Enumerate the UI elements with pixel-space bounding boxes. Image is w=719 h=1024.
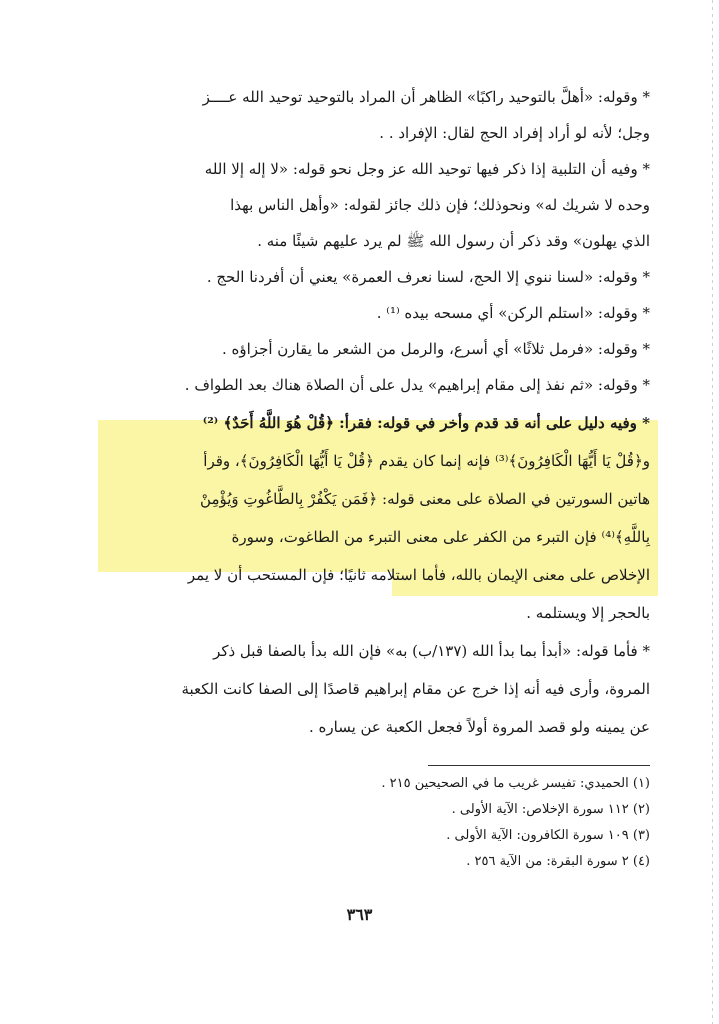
body-line: * وقوله: «أهلَّ بالتوحيد راكبًا» الظاهر أن المراد بالتوحيد توحيد الله عــــز [202,88,650,106]
body-line: * وفيه أن التلبية إذا ذكر فيها توحيد الله عز وجل نحو قوله: «لا إله إلا الله [204,160,650,178]
body-line: وحده لا شريك له» ونحوذلك؛ فإن ذلك جائز لقوله: «وأهل الناس بهذا [230,196,650,214]
body-line: المروة، وأرى فيه أنه إذا خرج عن مقام إبراهيم قاصدًا إلى الصفا كانت الكعبة [181,680,650,698]
footnote: (٢) ١١٢ سورة الإخلاص: الآية الأولى . [451,802,650,817]
footnote: (٣) ١٠٩ سورة الكافرون: الآية الأولى . [446,828,650,843]
body-line: الذي يهلون» وقد ذكر أن رسول الله ﷺ لم يرد عليهم شيئًا منه . [257,232,650,250]
scan-edge [712,0,713,1024]
body-line: * وفيه دليل على أنه قد قدم وأخر في قوله: فقرأ: ﴿قُلْ هُوَ اللَّهُ أَحَدٌ﴾ ⁽²⁾ [202,414,650,432]
footnote: (٤) ٢ سورة البقرة: من الآية ٢٥٦ . [466,854,650,869]
body-line: عن يمينه ولو قصد المروة أولاً فجعل الكعبة عن يساره . [308,718,650,736]
body-line: * وقوله: «لسنا ننوي إلا الحج، لسنا نعرف العمرة» يعني أن أفردنا الحج . [206,268,650,286]
footnote: (١) الحميدي: تفيسر غريب ما في الصحيحين ٢١٥ . [381,776,650,791]
body-line: بالحجر إلا ويستلمه . [526,604,650,622]
page-number: ٣٦٣ [346,905,373,924]
body-line: وجل؛ لأنه لو أراد إفراد الحج لقال: الإفراد . . [379,124,650,142]
body-line: هاتين السورتين في الصلاة على معنى قوله: ﴿فَمَن يَكْفُرْ بِالطَّاغُوتِ وَيُؤْمِنْ [200,490,650,508]
footnote-divider [428,765,650,766]
body-line: الإخلاص على معنى الإيمان بالله، فأما استلامه ثانيًا؛ فإن المستحب أن لا يمر [187,566,650,584]
body-line: * وقوله: «استلم الركن» أي مسحه بيده ⁽¹⁾ . [376,304,650,322]
body-line: * وقوله: «ثم نفذ إلى مقام إبراهيم» يدل على أن الصلاة هناك بعد الطواف . [184,376,650,394]
body-line: بِاللَّهِ﴾⁽⁴⁾ فإن التبرء من الكفر على معنى التبرء من الطاغوت، وسورة [231,528,650,546]
body-line: * فأما قوله: «أبدأ بما بدأ الله (١٣٧/ب) به» فإن الله بدأ بالصفا قبل ذكر [213,642,650,660]
body-line: و﴿قُلْ يَا أَيُّهَا الْكَافِرُونَ﴾⁽³⁾ فإنه إنما كان يقدم ﴿قُلْ يَا أَيُّهَا الْكَافِرُونَ﴾، وقرأ [203,452,650,470]
body-line: * وقوله: «فرمل ثلاثًا» أي أسرع، والرمل من الشعر ما يقارن أجزاؤه . [221,340,650,358]
